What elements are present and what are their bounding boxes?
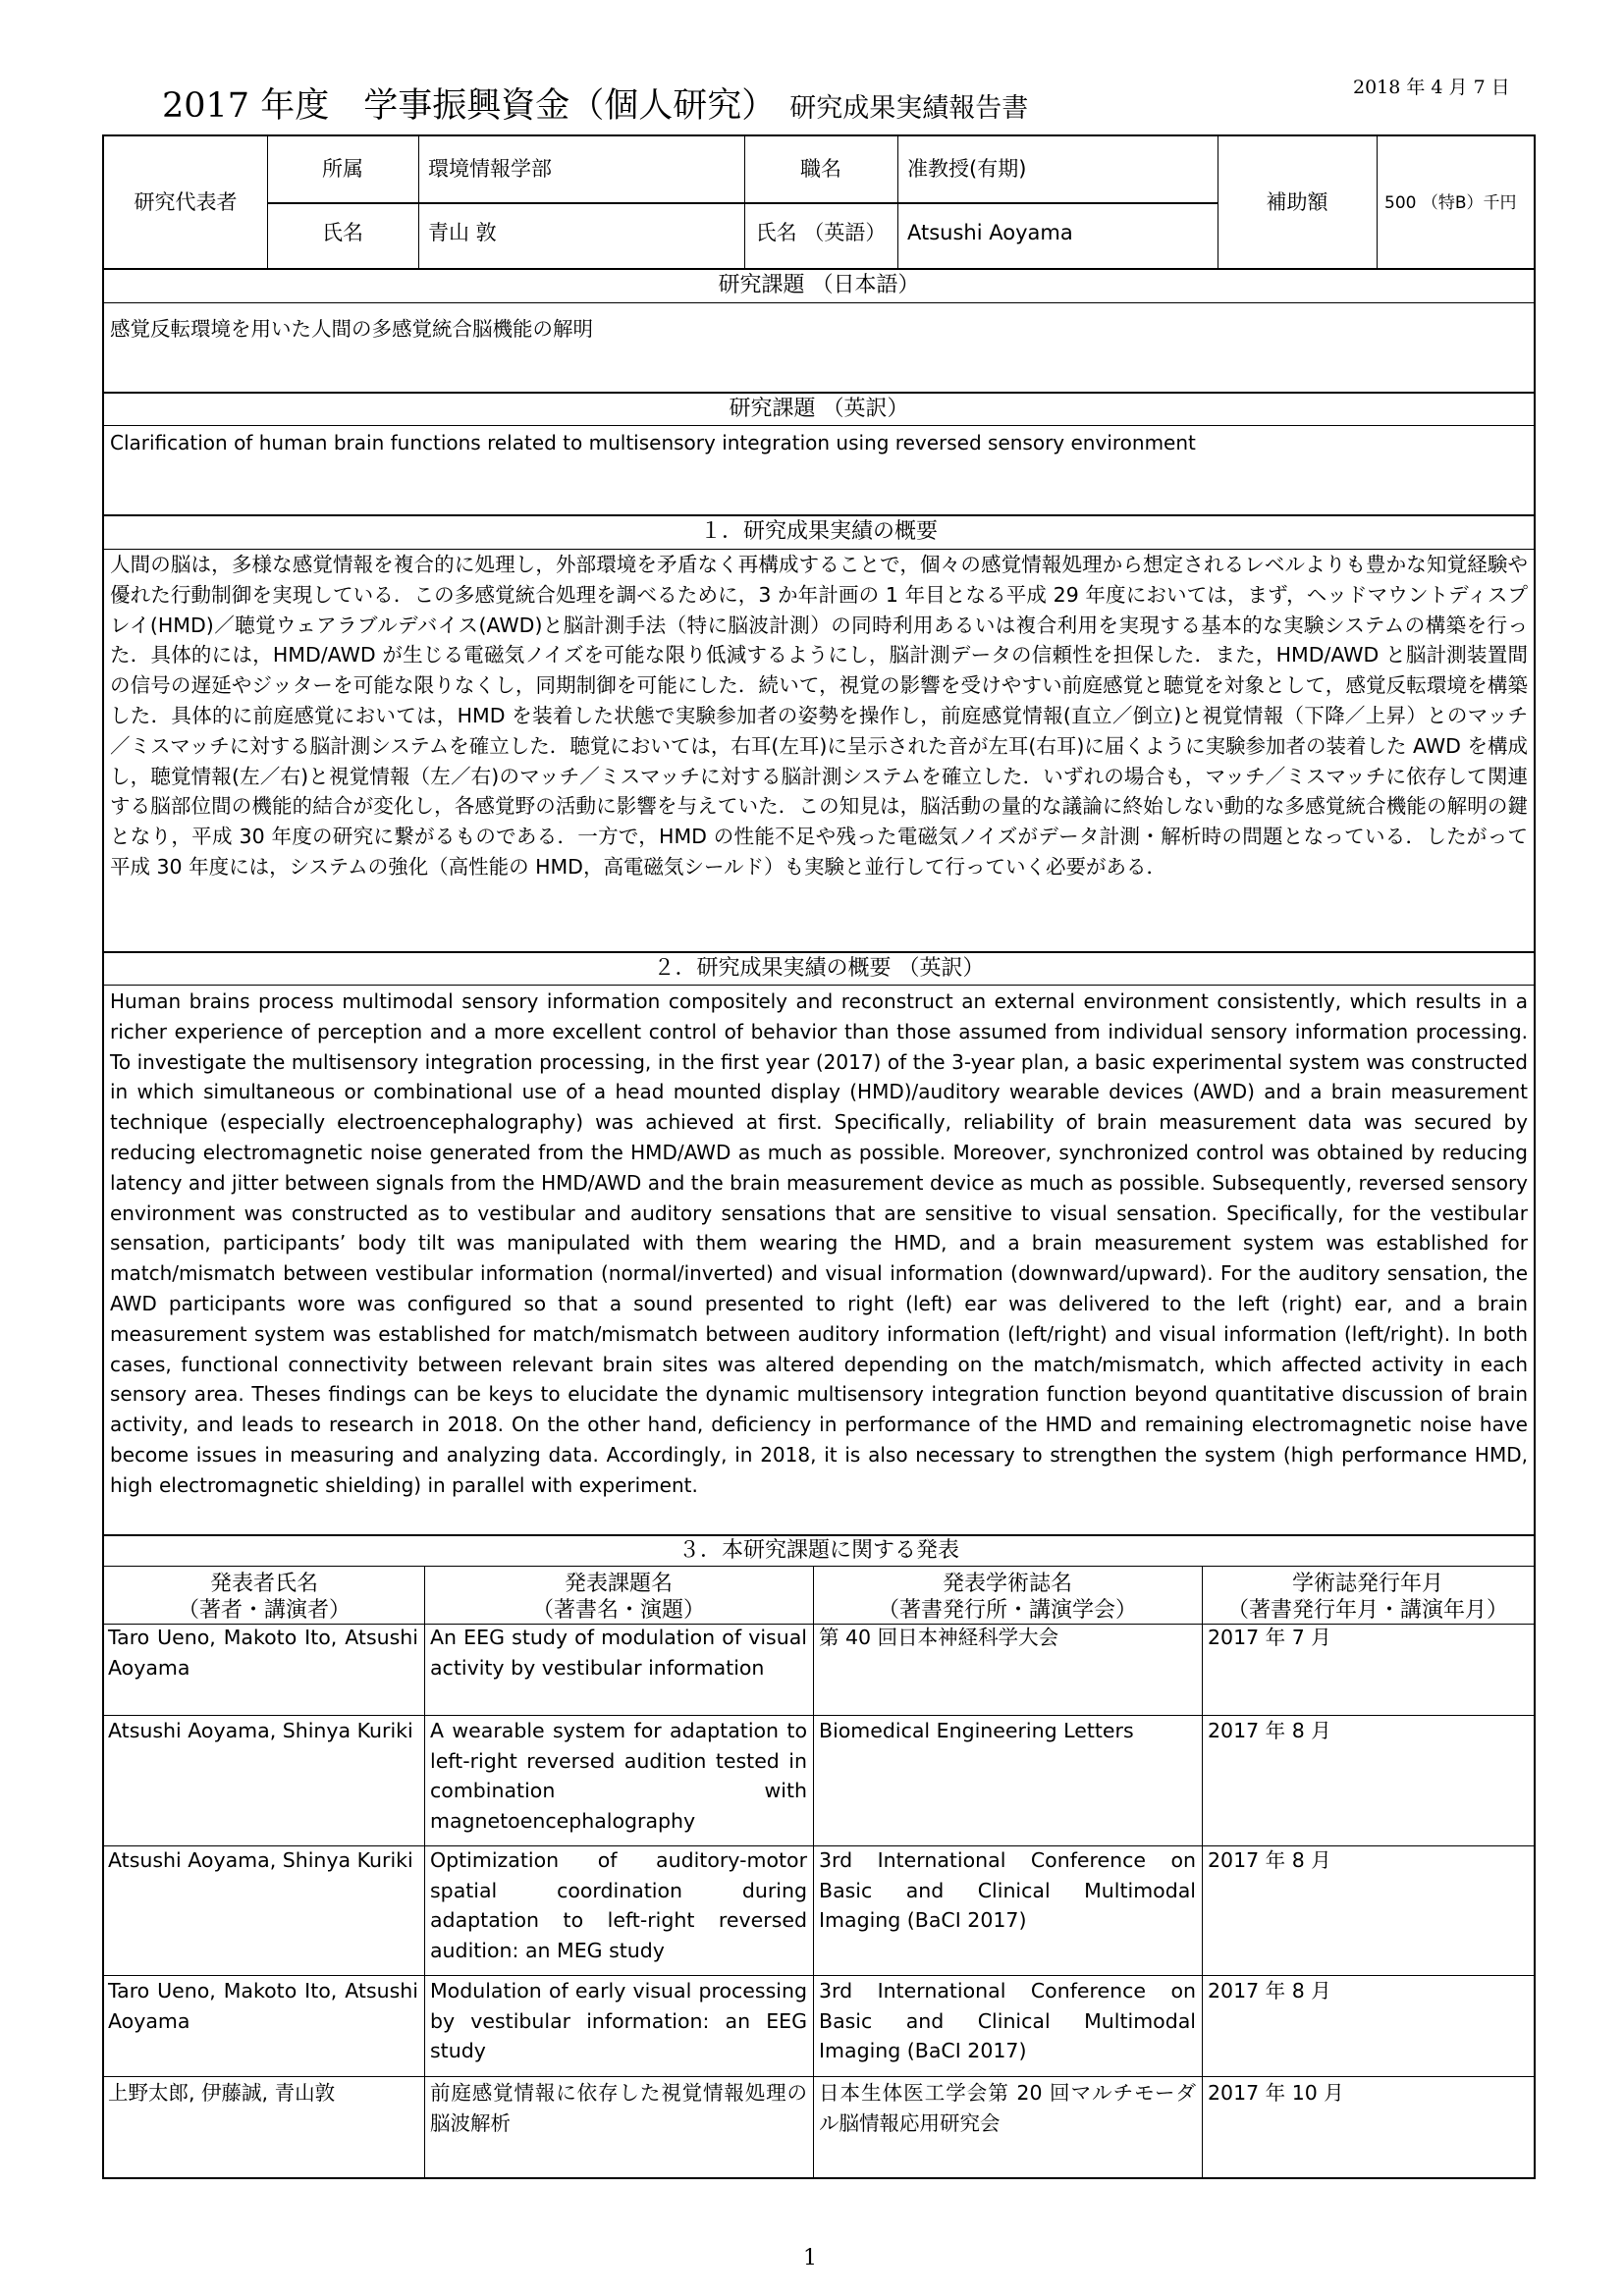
col-header-authors-l1: 発表者氏名 — [209, 1572, 318, 1596]
representative-label: 研究代表者 — [134, 190, 238, 214]
summary-en-text: Human brains process multimodal sensory information compositely and reconstruct an external environment consistently, which results in a richer experience of perception and a more excellent control of behavior than those assumed from individual sensory information processing. To investigate the multisensory integration processing, in the first year (2017) of the 3-year plan, a basic experimental system was constructed in which simultaneous or combinational use of a head mounted display (HMD)/auditory wearable devices (AWD) and a brain measurement technique (especially electroencephalography) was achieved at first. Specifically, reliability of brain measurement data was secured by reducing electromagnetic noise generated from the HMD/AWD as much as possible. Moreover, synchronized control was obtained by reducing latency and jitter between signals from the HMD/AWD and the brain measurement device as much as possible. Subsequently, reversed sensory environment was constructed as to vestibular and auditory sensations that are sensitive to visual sensation. Specifically, for the vestibular sensation, participants’ body tilt was manipulated with them wearing the HMD, and a brain measurement system was established for match/mismatch between vestibular information (normal/inverted) and visual information (downward/upward). For the auditory sensation, the AWD participants wore was configured so that a sound presented to right (left) ear was delivered to the left (right) ear, and a brain measurement system was established for match/mismatch between auditory information (left/right) and visual information (left/right). In both cases, functional connectivity between relevant brain sites was altered depending on the match/mismatch, which affected activity in each sensory area. Theses findings can be keys to elucidate the dynamic multisensory integration function beyond quantitative discussion of brain activity, and leads to research in 2018. On the other hand, deficiency in performance of the HMD and remaining electromagnetic noise have become issues in measuring and analyzing data. Accordingly, in 2018, it is also necessary to strengthen the system (high performance HMD, high electromagnetic shielding) in parallel with experiment. — [110, 989, 1528, 1497]
pub-4-authors: Taro Ueno, Makoto Ito, Atsushi Aoyama — [108, 1979, 418, 2033]
position-label: 職名 — [800, 157, 841, 181]
affiliation-value: 環境情報学部 — [428, 157, 552, 181]
topic-en-text: Clarification of human brain functions related to multisensory integration using reversed sensory environment — [110, 431, 1196, 454]
col-header-title-l2: （著書名・演題） — [531, 1598, 705, 1623]
pub-5-date: 2017 年 10 月 — [1208, 2081, 1344, 2105]
pub-1-date: 2017 年 7 月 — [1208, 1626, 1331, 1649]
col-header-venue — [813, 1571, 1202, 1624]
name-en-value: Atsushi Aoyama — [907, 221, 1073, 244]
pub-4-date: 2017 年 8 月 — [1208, 1979, 1331, 2002]
publications-heading: ３．本研究課題に関する発表 — [677, 1538, 959, 1563]
col-header-authors-l2: （著者・講演者） — [177, 1598, 351, 1623]
pub-3-date: 2017 年 8 月 — [1208, 1848, 1331, 1872]
pub-5-venue: 日本生体医工学会第 20 回マルチモーダル脳情報応用研究会 — [819, 2081, 1196, 2135]
pub-3-title: Optimization of auditory-motor spatial coordination during adaptation to left-right reversed audition: an MEG study — [430, 1848, 807, 1962]
document-title — [162, 79, 1028, 128]
pub-1-title: An EEG study of modulation of visual activity by vestibular information — [430, 1626, 807, 1680]
pub-2-title: A wearable system for adaptation to left-right reversed audition tested in combination with magnetoencephalography — [430, 1719, 807, 1833]
pub-2-date: 2017 年 8 月 — [1208, 1719, 1331, 1742]
title-sub: 研究成果実績報告書 — [789, 93, 1029, 124]
col-header-venue-l1: 発表学術誌名 — [942, 1572, 1072, 1596]
pub-3-authors: Atsushi Aoyama, Shinya Kuriki — [108, 1848, 413, 1872]
page-number: 1 — [803, 2246, 817, 2270]
name-en-label: 氏名 （英語） — [755, 221, 887, 244]
report-form — [102, 134, 1536, 2179]
report-date: 2018 年 4 月 7 日 — [1353, 77, 1510, 98]
col-header-title-l1: 発表課題名 — [564, 1572, 673, 1596]
pub-1-venue: 第 40 回日本神経科学大会 — [819, 1626, 1059, 1649]
pub-4-title: Modulation of early visual processing by vestibular information: an EEG study — [430, 1979, 807, 2062]
topic-en-heading: 研究課題 （英訳） — [729, 397, 909, 421]
pub-4-venue: 3rd International Conference on Basic and Clinical Multimodal Imaging (BaCI 2017) — [819, 1979, 1196, 2062]
col-header-date-l2: （著書発行年月・講演年月） — [1226, 1598, 1508, 1623]
col-header-date — [1202, 1571, 1534, 1624]
col-header-authors — [104, 1571, 424, 1624]
topic-ja-text: 感覚反転環境を用いた人間の多感覚統合脳機能の解明 — [110, 317, 593, 341]
title-main: 2017 年度 学事振興資金（個人研究） — [162, 86, 777, 126]
position-value: 准教授(有期) — [907, 157, 1027, 181]
pub-2-authors: Atsushi Aoyama, Shinya Kuriki — [108, 1719, 413, 1742]
col-header-date-l1: 学術誌発行年月 — [1291, 1572, 1443, 1596]
grant-label: 補助額 — [1266, 190, 1328, 214]
grant-value: 500 （特B）千円 — [1384, 193, 1517, 213]
pub-5-title: 前庭感覚情報に依存した視覚情報処理の脳波解析 — [430, 2081, 807, 2135]
name-value: 青山 敦 — [428, 221, 497, 244]
pub-1-authors: Taro Ueno, Makoto Ito, Atsushi Aoyama — [108, 1626, 418, 1680]
summary-en-heading: ２．研究成果実績の概要 （英訳） — [653, 956, 985, 981]
summary-ja-text: 人間の脳は，多様な感覚情報を複合的に処理し，外部環境を矛盾なく再構成することで，個々の感覚情報処理から想定されるレベルよりも豊かな知覚経験や優れた行動制御を実現している．この多感覚統合処理を調べるために，3 か年計画の 1 年目となる平成 29 年度においては，まず，ヘッドマウントディスプレイ(HMD)／聴覚ウェアラブルデバイス(AWD)と脳計測手法（特に脳波計測）の同時利用あるいは複合利用を実現する基本的な実験システムの構築を行った．具体的には，HMD/AWD が生じる電磁気ノイズを可能な限り低減するようにし，脳計測データの信頼性を担保した．また，HMD/AWD と脳計測装置間の信号の遅延やジッターを可能な限りなくし，同期制御を可能にした．続いて，視覚の影響を受けやすい前庭感覚と聴覚を対象として，感覚反転環境を構築した．具体的に前庭感覚においては，HMD を装着した状態で実験参加者の姿勢を操作し，前庭感覚情報(直立／倒立)と視覚情報（下降／上昇）とのマッチ／ミスマッチに対する脳計測システムを確立した．聴覚においては，右耳(左耳)に呈示された音が左耳(右耳)に届くように実験参加者の装着した AWD を構成し，聴覚情報(左／右)と視覚情報（左／右)のマッチ／ミスマッチに対する脳計測システムを確立した．いずれの場合も，マッチ／ミスマッチに依存して関連する脳部位間の機能的結合が変化し，各感覚野の活動に影響を与えていた．この知見は，脳活動の量的な議論に終始しない動的な多感覚統合機能の解明の鍵となり，平成 30 年度の研究に繋がるものである．一方で，HMD の性能不足や残った電磁気ノイズがデータ計測・解析時の問題となっている．したがって平成 30 年度には，システムの強化（高性能の HMD，高電磁気シールド）も実験と並行して行っていく必要がある． — [110, 553, 1528, 879]
pub-2-venue: Biomedical Engineering Letters — [819, 1719, 1134, 1742]
col-header-venue-l2: （著書発行所・講演学会） — [877, 1598, 1137, 1623]
affiliation-label: 所属 — [322, 157, 363, 181]
pub-5-authors: 上野太郎, 伊藤誠, 青山敦 — [108, 2081, 336, 2105]
topic-ja-heading: 研究課題 （日本語） — [718, 273, 920, 297]
pub-3-venue: 3rd International Conference on Basic and Clinical Multimodal Imaging (BaCI 2017) — [819, 1848, 1196, 1932]
name-label: 氏名 — [322, 221, 363, 244]
summary-ja-heading: １．研究成果実績の概要 — [699, 519, 938, 544]
col-header-title — [424, 1571, 813, 1624]
